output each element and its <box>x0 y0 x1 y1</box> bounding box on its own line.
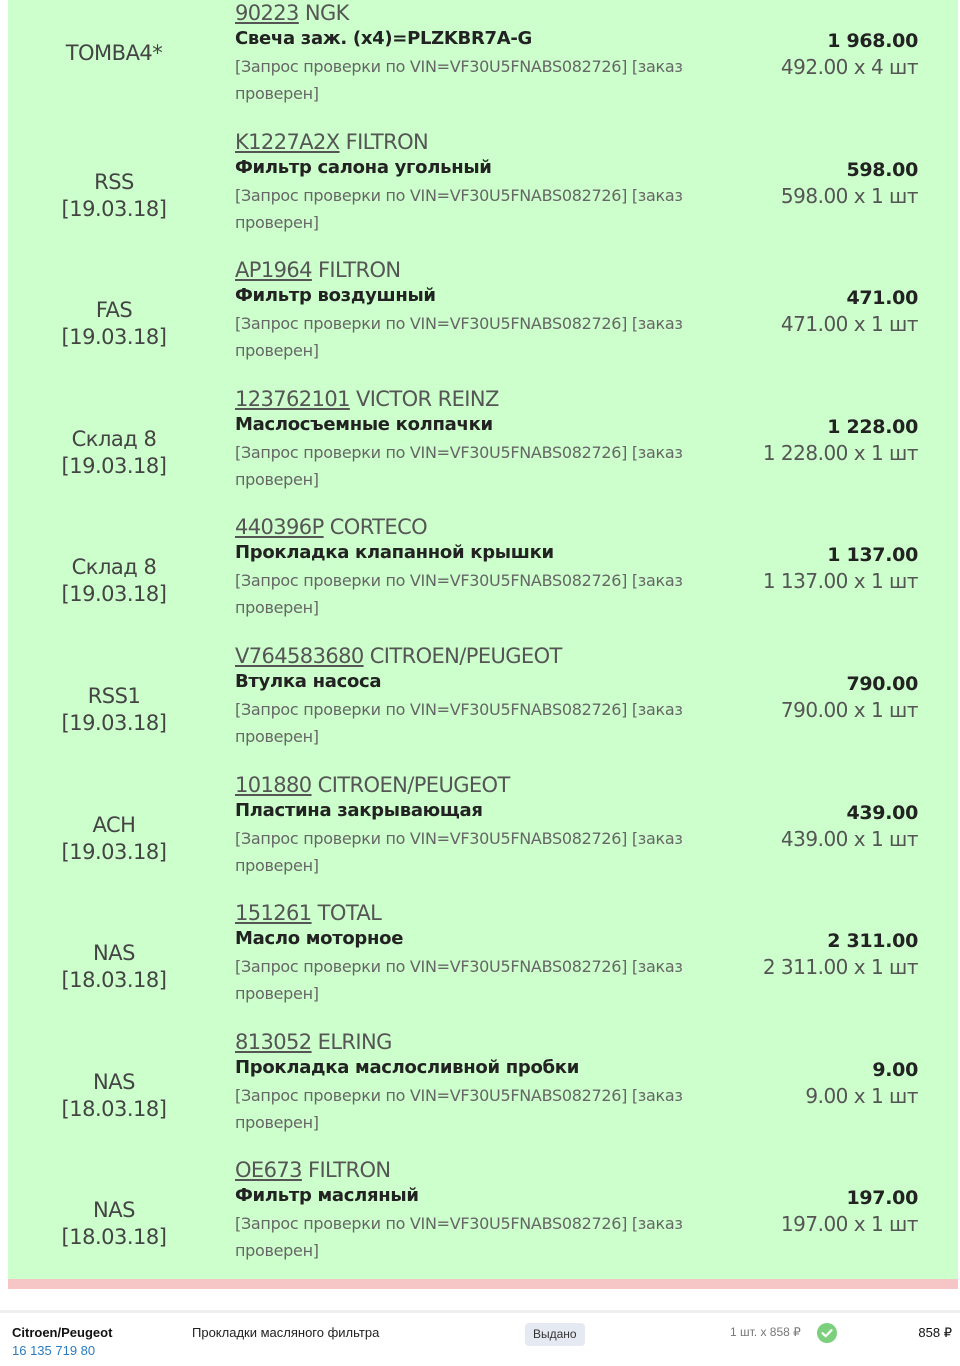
supplier-cell <box>8 297 220 351</box>
item-details <box>235 1157 735 1264</box>
order-item-row <box>8 386 958 514</box>
item-price <box>763 414 918 466</box>
supplier-cell <box>8 940 220 994</box>
item-unit-price: 1 137.00 x 1 шт <box>762 569 918 594</box>
item-note: [Запрос проверки по VIN=VF30U5FNABS082726] [заказ проверен] <box>235 571 683 618</box>
supplier-cell <box>8 554 220 608</box>
item-code-line <box>235 514 735 540</box>
supplier-date: [19.03.18] <box>61 839 167 864</box>
item-name: Фильтр воздушный <box>235 285 436 307</box>
supplier-date: [18.03.18] <box>61 1096 167 1121</box>
item-brand: NGK <box>304 1 349 25</box>
order-item-row <box>8 643 958 771</box>
supplier-date: [19.03.18] <box>61 582 167 607</box>
supplier-date: [18.03.18] <box>61 1225 167 1250</box>
supplier-name: Склад 8 <box>71 426 157 451</box>
item-note: [Запрос проверки по VIN=VF30U5FNABS082726] [заказ проверен] <box>235 957 683 1004</box>
item-name: Фильтр салона угольный <box>235 156 492 178</box>
item-code-link[interactable]: 90223 <box>235 1 299 25</box>
item-details <box>235 386 735 493</box>
item-total: 790.00 <box>846 673 918 695</box>
item-description: Прокладки масляного фильтра <box>192 1325 380 1340</box>
item-unit-price: 1 228.00 x 1 шт <box>762 440 918 465</box>
item-note: [Запрос проверки по VIN=VF30U5FNABS082726] [заказ проверен] <box>235 442 683 489</box>
item-total: 9.00 <box>872 1058 918 1081</box>
item-total: 2 311.00 <box>827 930 918 953</box>
item-price <box>781 157 918 209</box>
item-code-line <box>235 257 735 283</box>
item-note: [Запрос проверки по VIN=VF30U5FNABS082726] [заказ проверен] <box>235 57 683 103</box>
item-unit-price: 197.00 x 1 шт <box>780 1212 918 1237</box>
item-unit-price: 2 311.00 x 1 шт <box>762 955 918 980</box>
supplier-name: NAS <box>93 1069 135 1094</box>
item-note: [Запрос проверки по VIN=VF30U5FNABS082726] [заказ проверен] <box>235 314 683 361</box>
supplier-date: [19.03.18] <box>61 711 167 735</box>
order-item-row <box>8 772 958 900</box>
item-price <box>763 542 918 594</box>
supplier-date: [19.03.18] <box>61 453 167 478</box>
item-unit-price: 598.00 x 1 шт <box>780 183 918 208</box>
item-total: 1 228.00 <box>827 415 918 438</box>
item-brand: CITROEN/PEUGEOT <box>369 644 562 668</box>
item-brand: CITROEN/PEUGEOT <box>317 772 510 797</box>
item-code-line <box>235 772 735 798</box>
item-code-line <box>235 1157 735 1183</box>
supplier-name: TOMBA4* <box>65 41 163 65</box>
order-item-row <box>8 514 958 642</box>
supplier-name: NAS <box>93 941 135 966</box>
item-price <box>763 928 918 980</box>
item-name: Прокладка маслосливной пробки <box>235 1056 580 1078</box>
order-item-row <box>8 1157 958 1285</box>
item-code-line <box>235 386 735 412</box>
status-badge: Выдано <box>525 1323 585 1346</box>
item-brand: FILTRON <box>345 129 429 154</box>
item-code-line <box>235 0 735 26</box>
order-summary-row[interactable] <box>0 1316 960 1366</box>
supplier-name: FAS <box>95 298 133 323</box>
item-total: 197.00 <box>846 1187 918 1210</box>
item-code-link[interactable]: AP1964 <box>235 258 312 283</box>
supplier-name: RSS <box>94 169 134 194</box>
item-price <box>781 1185 918 1237</box>
item-brand: FILTRON <box>307 1158 391 1183</box>
supplier-name: RSS1 <box>87 684 141 708</box>
item-name: Фильтр масляный <box>235 1185 419 1207</box>
item-name: Маслосъемные колпачки <box>235 413 493 435</box>
item-code-link[interactable]: 440396P <box>235 515 324 540</box>
item-price <box>805 1057 918 1109</box>
item-price <box>781 671 918 723</box>
section-divider <box>8 1279 958 1289</box>
supplier-date: [18.03.18] <box>61 968 167 993</box>
item-total: 598.00 <box>846 158 918 181</box>
item-code-link[interactable]: 151261 <box>235 901 312 926</box>
supplier-cell <box>8 426 220 480</box>
item-note: [Запрос проверки по VIN=VF30U5FNABS082726] [заказ проверен] <box>235 185 683 232</box>
supplier-cell <box>8 40 220 67</box>
item-unit-price: 439.00 x 1 шт <box>780 826 918 851</box>
item-name: Втулка насоса <box>235 671 382 692</box>
item-brand: TOTAL <box>317 901 382 926</box>
item-code-link[interactable]: OE673 <box>235 1158 302 1183</box>
separator-line <box>0 1310 960 1313</box>
supplier-date: [19.03.18] <box>61 325 167 350</box>
item-details <box>235 900 735 1007</box>
item-code-link[interactable]: V764583680 <box>235 644 364 668</box>
item-details <box>235 1029 735 1136</box>
item-note: [Запрос проверки по VIN=VF30U5FNABS082726] [заказ проверен] <box>235 1214 683 1261</box>
item-total: 1 137.00 <box>827 544 918 567</box>
vehicle-brand: Citroen/Peugeot <box>12 1325 113 1340</box>
item-brand: ELRING <box>317 1029 392 1054</box>
total-sum: 858 ₽ <box>918 1325 952 1340</box>
item-unit-price: 790.00 x 1 шт <box>780 698 918 722</box>
item-unit-price: 9.00 x 1 шт <box>805 1083 918 1108</box>
item-total: 1 968.00 <box>827 30 918 52</box>
item-name: Прокладка клапанной крышки <box>235 542 554 564</box>
supplier-date: [19.03.18] <box>61 196 167 221</box>
check-circle-icon <box>817 1323 837 1343</box>
item-details <box>235 643 735 750</box>
item-unit-price: 471.00 x 1 шт <box>780 312 918 337</box>
item-code-link[interactable]: 813052 <box>235 1029 312 1054</box>
item-code-line <box>235 643 735 669</box>
item-total: 471.00 <box>846 287 918 310</box>
vehicle-phone-link[interactable]: 16 135 719 80 <box>12 1343 96 1358</box>
item-note: [Запрос проверки по VIN=VF30U5FNABS082726] [заказ проверен] <box>235 700 683 746</box>
supplier-cell <box>8 169 220 223</box>
item-note: [Запрос проверки по VIN=VF30U5FNABS082726] [заказ проверен] <box>235 828 683 875</box>
item-name: Масло моторное <box>235 928 404 950</box>
item-total: 439.00 <box>846 801 918 824</box>
supplier-name: NAS <box>93 1198 135 1223</box>
order-item-row <box>8 900 958 1028</box>
item-details <box>235 129 735 236</box>
item-price <box>781 285 918 337</box>
item-brand: CORTECO <box>329 515 428 540</box>
item-brand: VICTOR REINZ <box>355 386 499 411</box>
order-item-row <box>8 129 958 257</box>
order-item-row <box>8 1029 958 1157</box>
item-name: Пластина закрывающая <box>235 799 483 821</box>
item-code-link[interactable]: K1227A2X <box>235 129 340 154</box>
item-code-link[interactable]: 101880 <box>235 772 312 797</box>
supplier-name: ACH <box>92 812 136 837</box>
order-item-row <box>8 257 958 385</box>
item-brand: FILTRON <box>317 258 401 283</box>
item-code-line <box>235 900 735 926</box>
item-price <box>781 800 918 852</box>
item-name: Свеча заж. (x4)=PLZKBR7A-G <box>235 28 533 49</box>
supplier-cell <box>8 683 220 737</box>
item-code-link[interactable]: 123762101 <box>235 386 350 411</box>
item-code-line <box>235 1029 735 1055</box>
item-details <box>235 514 735 621</box>
item-price <box>781 28 918 80</box>
item-note: [Запрос проверки по VIN=VF30U5FNABS082726] [заказ проверен] <box>235 1085 683 1132</box>
item-unit-price: 492.00 x 4 шт <box>780 55 918 79</box>
supplier-cell <box>8 812 220 866</box>
quantity-price: 1 шт. x 858 ₽ <box>730 1325 801 1339</box>
supplier-cell <box>8 1069 220 1123</box>
item-details <box>235 0 735 107</box>
item-details <box>235 772 735 879</box>
item-details <box>235 257 735 364</box>
supplier-cell <box>8 1197 220 1251</box>
supplier-name: Склад 8 <box>71 555 157 580</box>
item-code-line <box>235 129 735 155</box>
order-item-row <box>8 0 958 128</box>
